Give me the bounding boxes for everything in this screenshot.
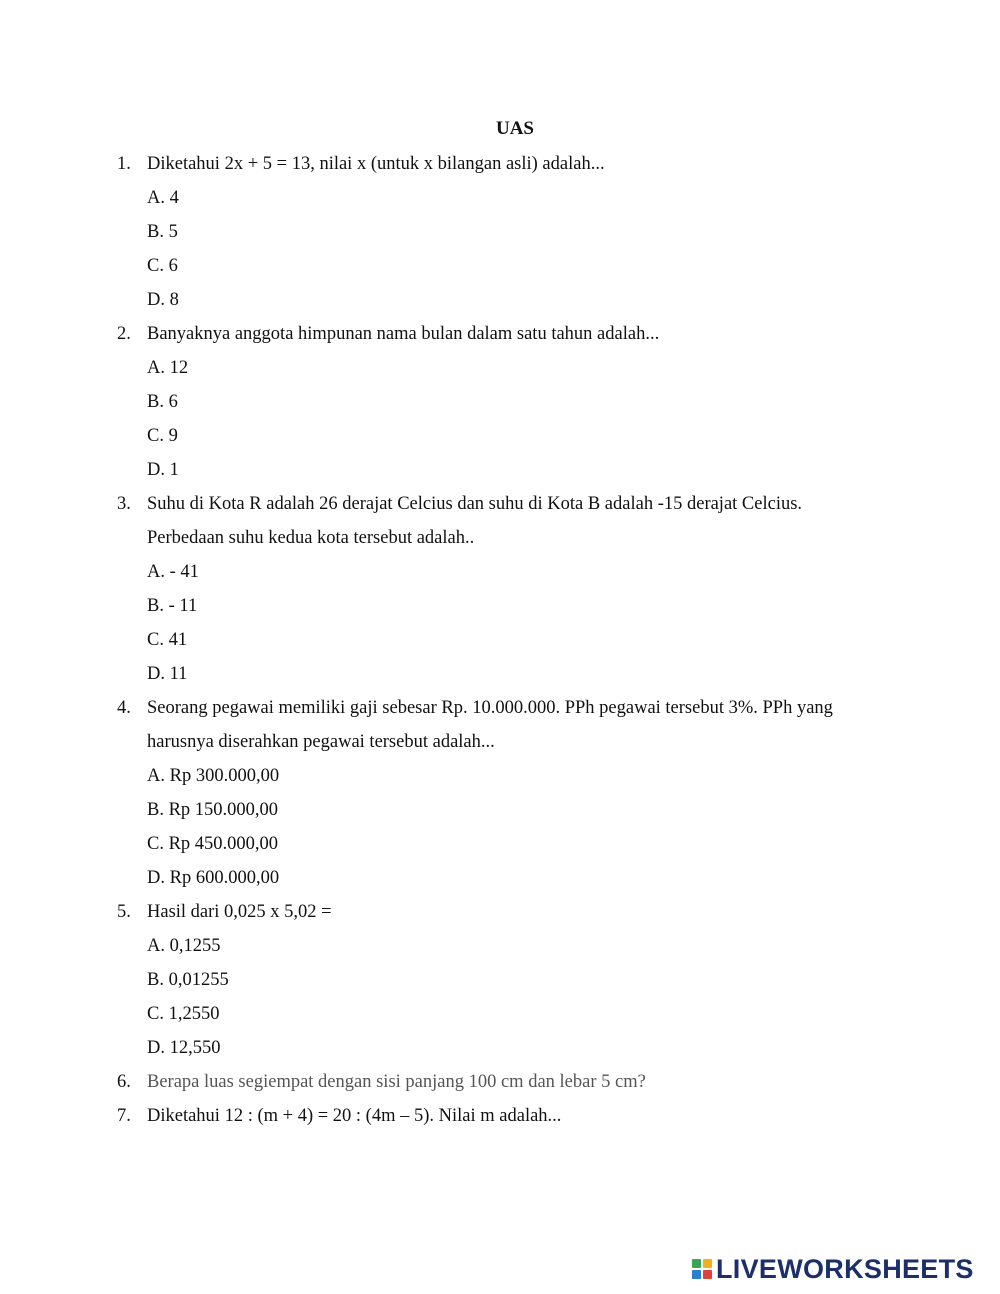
question-7-stem: [117, 1103, 897, 1137]
question-4-stem: [117, 695, 897, 729]
question-number: 5.: [117, 902, 131, 922]
question-text: Diketahui 2x + 5 = 13, nilai x (untuk x bilangan asli) adalah...: [147, 154, 605, 174]
question-list: [117, 151, 897, 1137]
option-c: C. 9: [147, 426, 178, 446]
question-number: 6.: [117, 1072, 131, 1092]
liveworksheets-wordmark: LIVEWORKSHEETS: [716, 1254, 974, 1284]
question-7: [117, 1103, 897, 1137]
option-c: C. Rp 450.000,00: [147, 834, 279, 854]
question-2-stem: [117, 321, 897, 355]
liveworksheets-logo-icon: [692, 1259, 712, 1279]
logo-square-v: [692, 1270, 701, 1279]
option-d: D. 8: [147, 290, 179, 310]
question-number: 2.: [117, 324, 131, 344]
logo-square-i: [703, 1259, 712, 1268]
option-a: A. 4: [147, 188, 179, 208]
question-number: 3.: [117, 494, 131, 514]
question-1: [117, 151, 897, 321]
question-5: [117, 899, 897, 1069]
option-a: A. Rp 300.000,00: [147, 766, 280, 786]
option-c: C. 41: [147, 630, 188, 650]
option-a: A. - 41: [147, 562, 199, 582]
option-a: A. 12: [147, 358, 189, 378]
question-text: Suhu di Kota R adalah 26 derajat Celcius dan suhu di Kota B adalah -15 derajat Celcius.: [147, 494, 803, 514]
option-a: A. 0,1255: [147, 936, 221, 956]
option-d: D. 11: [147, 664, 188, 684]
question-text: Diketahui 12 : (m + 4) = 20 : (4m – 5). Nilai m adalah...: [147, 1106, 562, 1126]
logo-square-l: [692, 1259, 701, 1268]
option-b: B. Rp 150.000,00: [147, 800, 279, 820]
question-number: 1.: [117, 154, 131, 174]
question-number: 7.: [117, 1106, 131, 1126]
question-text: Banyaknya anggota himpunan nama bulan dalam satu tahun adalah...: [147, 324, 660, 344]
option-c: C. 6: [147, 256, 178, 276]
option-b: B. 5: [147, 222, 178, 242]
question-2: [117, 321, 897, 491]
option-d: D. 12,550: [147, 1038, 221, 1058]
logo-square-e: [703, 1270, 712, 1279]
option-c: C. 1,2550: [147, 1004, 220, 1024]
option-d: D. 1: [147, 460, 179, 480]
question-1-stem: [117, 151, 897, 185]
option-b: B. 0,01255: [147, 970, 229, 990]
option-b: B. - 11: [147, 596, 198, 616]
question-text: Hasil dari 0,025 x 5,02 =: [147, 902, 332, 922]
question-6-stem: [117, 1069, 897, 1103]
question-number: 4.: [117, 698, 131, 718]
page-title: UAS: [495, 118, 534, 139]
question-4: [117, 695, 897, 899]
question-3: [117, 491, 897, 695]
question-6: [117, 1069, 897, 1103]
liveworksheets-logo[interactable]: [692, 1255, 974, 1283]
question-text-continued: Perbedaan suhu kedua kota tersebut adalah..: [147, 528, 475, 548]
option-d: D. Rp 600.000,00: [147, 868, 280, 888]
question-text: Seorang pegawai memiliki gaji sebesar Rp. 10.000.000. PPh pegawai tersebut 3%. PPh yang: [147, 698, 833, 718]
question-text: Berapa luas segiempat dengan sisi panjang 100 cm dan lebar 5 cm?: [147, 1072, 646, 1092]
option-b: B. 6: [147, 392, 178, 412]
question-5-stem: [117, 899, 897, 933]
question-3-stem: [117, 491, 897, 525]
question-text-continued: harusnya diserahkan pegawai tersebut adalah...: [147, 732, 495, 752]
